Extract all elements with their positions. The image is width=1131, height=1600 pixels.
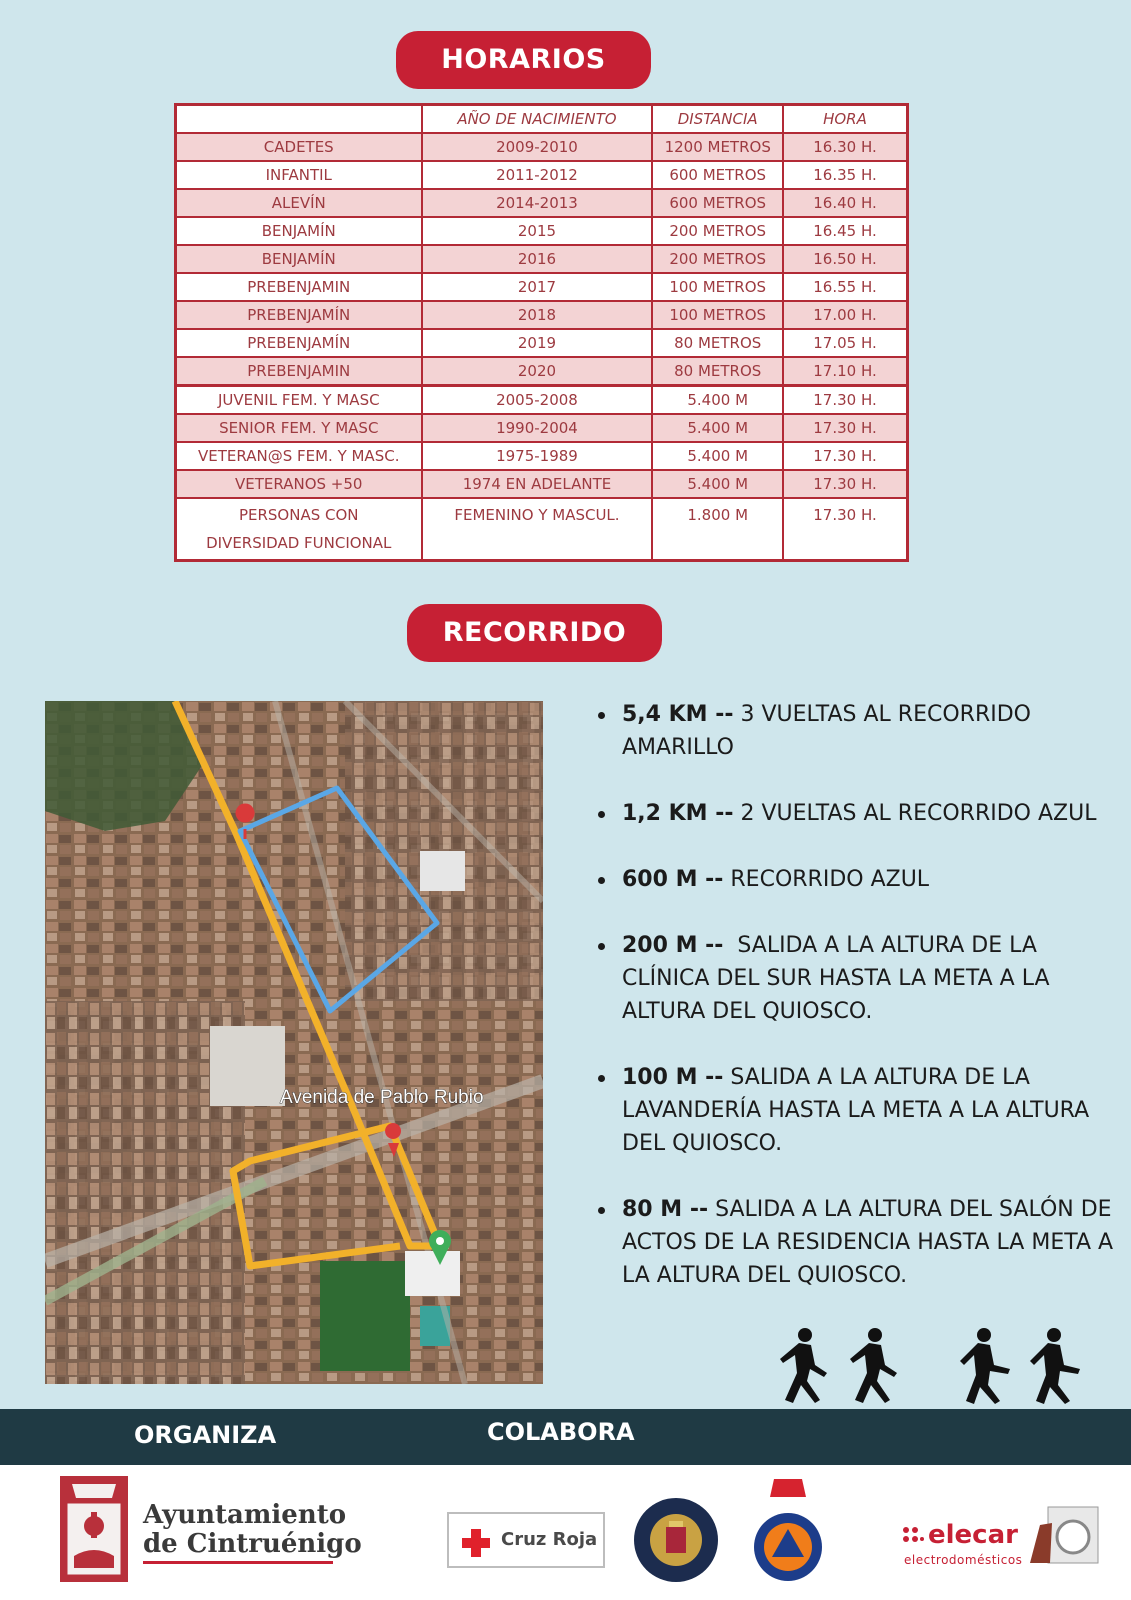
table-row (176, 386, 908, 415)
route-item (594, 863, 1114, 896)
cruz-roja-logo (447, 1512, 605, 1568)
ayuntamiento-logo-text: Ayuntamiento de Cintruénigo (143, 1500, 362, 1559)
table-cell: 2018 (422, 301, 653, 329)
cell-line: DIVERSIDAD FUNCIONAL (206, 534, 392, 552)
route-distance: 80 M -- (622, 1197, 709, 1222)
table-row (176, 498, 908, 561)
route-description: RECORRIDO AZUL (723, 867, 930, 892)
table-row (176, 414, 908, 442)
table-cell: 80 METROS (652, 357, 783, 386)
table-cell: 2016 (422, 245, 653, 273)
table-cell: VETERANOS +50 (176, 470, 422, 498)
table-row (176, 161, 908, 189)
table-cell: SENIOR FEM. Y MASC (176, 414, 422, 442)
elecar-dots-icon (902, 1526, 924, 1548)
table-row (176, 189, 908, 217)
route-description: SALIDA A LA ALTURA DE LA CLÍNICA DEL SUR HASTA LA META A LA ALTURA DEL QUIOSCO. (622, 933, 1057, 1024)
route-description: 2 VUELTAS AL RECORRIDO AZUL (733, 801, 1097, 826)
schedule-table (174, 103, 909, 562)
table-cell: 16.30 H. (783, 133, 908, 161)
route-description: SALIDA A LA ALTURA DEL SALÓN DE ACTOS DE LA RESIDENCIA HASTA LA META A LA ALTURA DEL QUIOSCO. (622, 1197, 1121, 1288)
table-row (176, 470, 908, 498)
route-distance: 200 M -- (622, 933, 724, 958)
route-item (594, 698, 1114, 764)
table-cell: 16.45 H. (783, 217, 908, 245)
route-item (594, 1061, 1114, 1160)
table-cell: 100 METROS (652, 301, 783, 329)
cell-line: PERSONAS CON (238, 506, 359, 524)
table-row (176, 442, 908, 470)
proteccion-civil-icon (752, 1475, 824, 1595)
table-cell: 1200 METROS (652, 133, 783, 161)
table-cell: 600 METROS (652, 161, 783, 189)
table-cell: 17.30 H. (783, 386, 908, 415)
table-cell: JUVENIL FEM. Y MASC (176, 386, 422, 415)
table-cell: 17.10 H. (783, 357, 908, 386)
table-row (176, 245, 908, 273)
table-row (176, 217, 908, 245)
route-description: SALIDA A LA ALTURA DE LA LAVANDERÍA HASTA LA META A LA ALTURA DEL QUIOSCO. (622, 1065, 1097, 1156)
ayuntamiento-shield-icon (58, 1474, 130, 1584)
table-cell: 80 METROS (652, 329, 783, 357)
table-cell: 2009-2010 (422, 133, 653, 161)
washing-machine-icon (1030, 1505, 1100, 1565)
column-header (176, 105, 422, 134)
table-cell: 5.400 M (652, 386, 783, 415)
table-cell: 2017 (422, 273, 653, 301)
map-street-label: Avenida de Pablo Rubio (280, 1087, 484, 1108)
table-cell: 17.30 H. (783, 498, 908, 561)
route-distance: 100 M -- (622, 1065, 724, 1090)
table-row (176, 273, 908, 301)
table-row (176, 301, 908, 329)
route-item (594, 1193, 1121, 1292)
table-cell: 1975-1989 (422, 442, 653, 470)
heading-recorrido: RECORRIDO (407, 604, 662, 662)
route-distance: 1,2 KM -- (622, 801, 734, 826)
table-row (176, 329, 908, 357)
route-list (594, 698, 1121, 1325)
table-cell: 17.30 H. (783, 414, 908, 442)
table-cell: 2005-2008 (422, 386, 653, 415)
table-cell: 16.55 H. (783, 273, 908, 301)
table-cell: FEMENINO Y MASCUL. (422, 498, 653, 561)
table-cell: 2015 (422, 217, 653, 245)
table-cell: ALEVÍN (176, 189, 422, 217)
table-cell: PREBENJAMIN (176, 357, 422, 386)
route-item (594, 929, 1114, 1028)
table-cell: 17.30 H. (783, 442, 908, 470)
police-badge-icon (633, 1497, 719, 1583)
route-distance: 600 M -- (622, 867, 724, 892)
table-cell: 5.400 M (652, 442, 783, 470)
table-cell: 2014-2013 (422, 189, 653, 217)
table-cell: 2020 (422, 357, 653, 386)
table-row (176, 357, 908, 386)
column-header: AÑO DE NACIMIENTO (422, 105, 653, 134)
table-cell: 5.400 M (652, 414, 783, 442)
logo-underline (143, 1561, 333, 1564)
route-distance: 5,4 KM -- (622, 702, 734, 727)
table-cell: PREBENJAMÍN (176, 301, 422, 329)
column-header: HORA (783, 105, 908, 134)
column-header: DISTANCIA (652, 105, 783, 134)
table-cell: 16.35 H. (783, 161, 908, 189)
route-map (45, 701, 543, 1384)
table-cell: 100 METROS (652, 273, 783, 301)
table-cell: INFANTIL (176, 161, 422, 189)
colabora-label: COLABORA (487, 1418, 635, 1446)
table-cell: PREBENJAMIN (176, 273, 422, 301)
table-cell: 17.05 H. (783, 329, 908, 357)
table-header-row (176, 105, 908, 134)
organiza-label: ORGANIZA (134, 1421, 277, 1449)
table-cell: 5.400 M (652, 470, 783, 498)
table-cell: 17.00 H. (783, 301, 908, 329)
table-cell: BENJAMÍN (176, 217, 422, 245)
table-cell: 1.800 M (652, 498, 783, 561)
table-cell: 200 METROS (652, 217, 783, 245)
runners-icon (775, 1325, 1115, 1415)
table-cell: VETERAN@S FEM. Y MASC. (176, 442, 422, 470)
table-cell: CADETES (176, 133, 422, 161)
table-cell: 2019 (422, 329, 653, 357)
table-cell (176, 498, 422, 561)
red-cross-icon (461, 1528, 491, 1558)
table-cell: 2011-2012 (422, 161, 653, 189)
elecar-subtitle: electrodomésticos (904, 1553, 1023, 1567)
table-cell: PREBENJAMÍN (176, 329, 422, 357)
route-item (594, 797, 1114, 830)
cruz-roja-text: Cruz Roja (501, 1529, 598, 1550)
elecar-name: elecar (928, 1520, 1018, 1550)
table-row (176, 133, 908, 161)
table-cell: 600 METROS (652, 189, 783, 217)
table-cell: 16.40 H. (783, 189, 908, 217)
table-cell: 1990-2004 (422, 414, 653, 442)
table-cell: 16.50 H. (783, 245, 908, 273)
table-cell: BENJAMÍN (176, 245, 422, 273)
table-cell: 17.30 H. (783, 470, 908, 498)
heading-horarios: HORARIOS (396, 31, 651, 89)
table-cell: 200 METROS (652, 245, 783, 273)
route-description: 3 VUELTAS AL RECORRIDO AMARILLO (622, 702, 1038, 760)
table-cell: 1974 EN ADELANTE (422, 470, 653, 498)
